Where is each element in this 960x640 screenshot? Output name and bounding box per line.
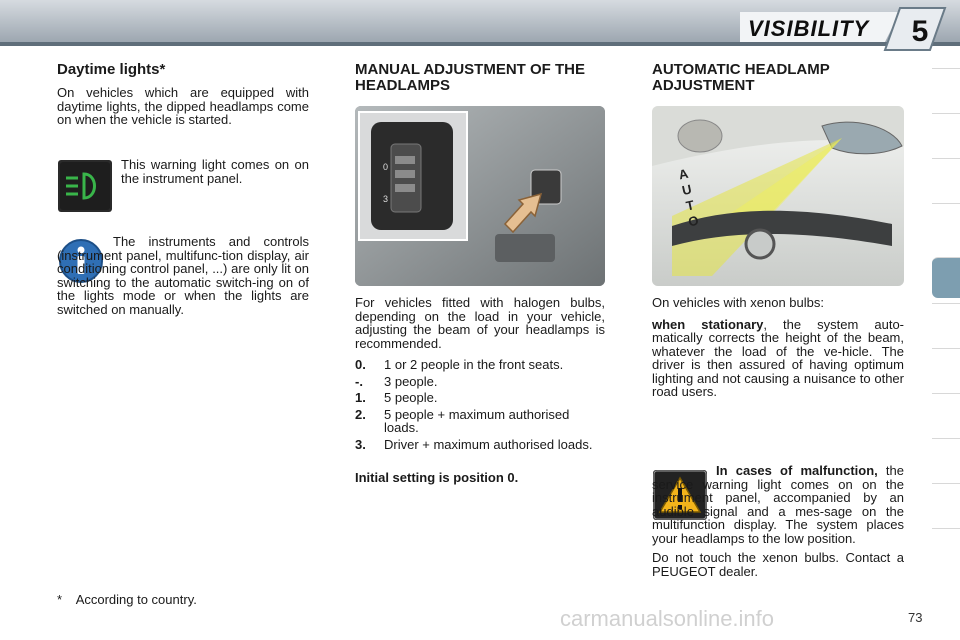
xenon-headlamp-photo xyxy=(652,106,904,286)
stationary-rest: , the system auto-matically corrects the height of the beam, whatever the load of the ve-hicle. The driver is then assured of having optimum lighting and not causing a nuisance to other road users. xyxy=(652,316,905,399)
warning-light-text: This warning light comes on on the instrument panel. xyxy=(121,157,309,186)
chapter-tab[interactable] xyxy=(932,438,960,479)
initial-setting-note: Initial setting is position 0. xyxy=(355,470,519,485)
chapter-tab[interactable] xyxy=(932,203,960,244)
manual-body xyxy=(355,296,605,485)
daytime-section xyxy=(57,62,309,127)
svg-text:3: 3 xyxy=(383,194,389,204)
chapter-tab[interactable] xyxy=(932,113,960,154)
manual-section xyxy=(355,62,605,94)
list-item-text: 5 people + maximum authorised loads. xyxy=(384,406,570,435)
chapter-title: VISIBILITY xyxy=(748,16,870,41)
list-item xyxy=(355,408,605,435)
daytime-intro: On vehicles which are equipped with daytime lights, the dipped headlamps come on when the vehicle is started. xyxy=(57,85,309,127)
malfunction-note xyxy=(652,464,904,578)
chapter-tab[interactable] xyxy=(932,393,960,434)
automatic-intro: On vehicles with xenon bulbs: xyxy=(652,295,824,310)
footnote-text: According to country. xyxy=(75,592,197,607)
warning-light-note xyxy=(121,158,309,185)
list-item xyxy=(355,358,605,372)
list-item-number: 2. xyxy=(355,406,366,422)
manual-heading: MANUAL ADJUSTMENT OF THE HEADLAMPS xyxy=(355,61,585,94)
list-item-text: 3 people. xyxy=(384,373,438,389)
page-number: 73 xyxy=(908,610,923,625)
daytime-light-warning-icon xyxy=(58,160,112,212)
automatic-section xyxy=(652,62,904,94)
footnote xyxy=(57,592,309,607)
daytime-heading: Daytime lights* xyxy=(57,61,166,78)
list-item xyxy=(355,438,605,452)
list-item-number: 3. xyxy=(355,436,366,452)
chapter-tab[interactable] xyxy=(932,348,960,389)
stationary-bold: when stationary xyxy=(652,316,764,332)
list-item-number: 0. xyxy=(355,357,366,372)
malfunction-bold: In cases of malfunction, xyxy=(716,463,878,478)
list-item-number: 1. xyxy=(355,390,366,405)
load-position-list xyxy=(355,358,605,451)
auto-label: AUTO xyxy=(677,165,701,230)
manual-intro: For vehicles fitted with halogen bulbs, depending on the load in your vehicle, adjusting the beam of your headlamps is recommended. xyxy=(355,295,605,351)
chapter-tab[interactable] xyxy=(932,68,960,109)
chapter-tab[interactable] xyxy=(932,483,960,524)
list-item-text: 1 or 2 people in the front seats. xyxy=(384,357,564,372)
list-item-text: Driver + maximum authorised loads. xyxy=(384,436,593,452)
chapter-tab-active[interactable] xyxy=(932,257,960,298)
list-item-text: 5 people. xyxy=(384,390,438,405)
automatic-body xyxy=(652,296,904,399)
chapter-tab[interactable] xyxy=(932,528,960,569)
chapter-number: 5 xyxy=(911,15,929,48)
chapter-tab[interactable] xyxy=(932,158,960,199)
chapter-tab[interactable] xyxy=(932,303,960,344)
side-tab-strip xyxy=(930,68,960,578)
svg-text:0: 0 xyxy=(383,162,389,172)
stationary-paragraph xyxy=(652,318,904,399)
malfunction-rest: the service warning light comes on on the instrument panel, accompanied by an audible signal and a mes-sage on the multifunction display. The system places your headlamps to the low position. xyxy=(652,463,904,546)
watermark: carmanualsonline.info xyxy=(560,606,775,631)
xenon-note: Do not touch the xenon bulbs. Contact a PEUGEOT dealer. xyxy=(652,550,904,579)
malfunction-text xyxy=(652,464,904,545)
footnote-star: * xyxy=(57,592,63,607)
info-note xyxy=(57,235,309,316)
list-item-number: -. xyxy=(355,373,363,389)
list-item xyxy=(355,391,605,405)
info-text: The instruments and controls (instrument panel, multifunc-tion display, air conditioning control panel, ...) are only lit on switching to the automatic switch-ing on of the lights mode or when the lights are switched on manually. xyxy=(57,234,309,317)
list-item xyxy=(355,375,605,389)
automatic-heading: AUTOMATIC HEADLAMP ADJUSTMENT xyxy=(652,61,830,94)
headlamp-dial-photo xyxy=(355,106,605,286)
